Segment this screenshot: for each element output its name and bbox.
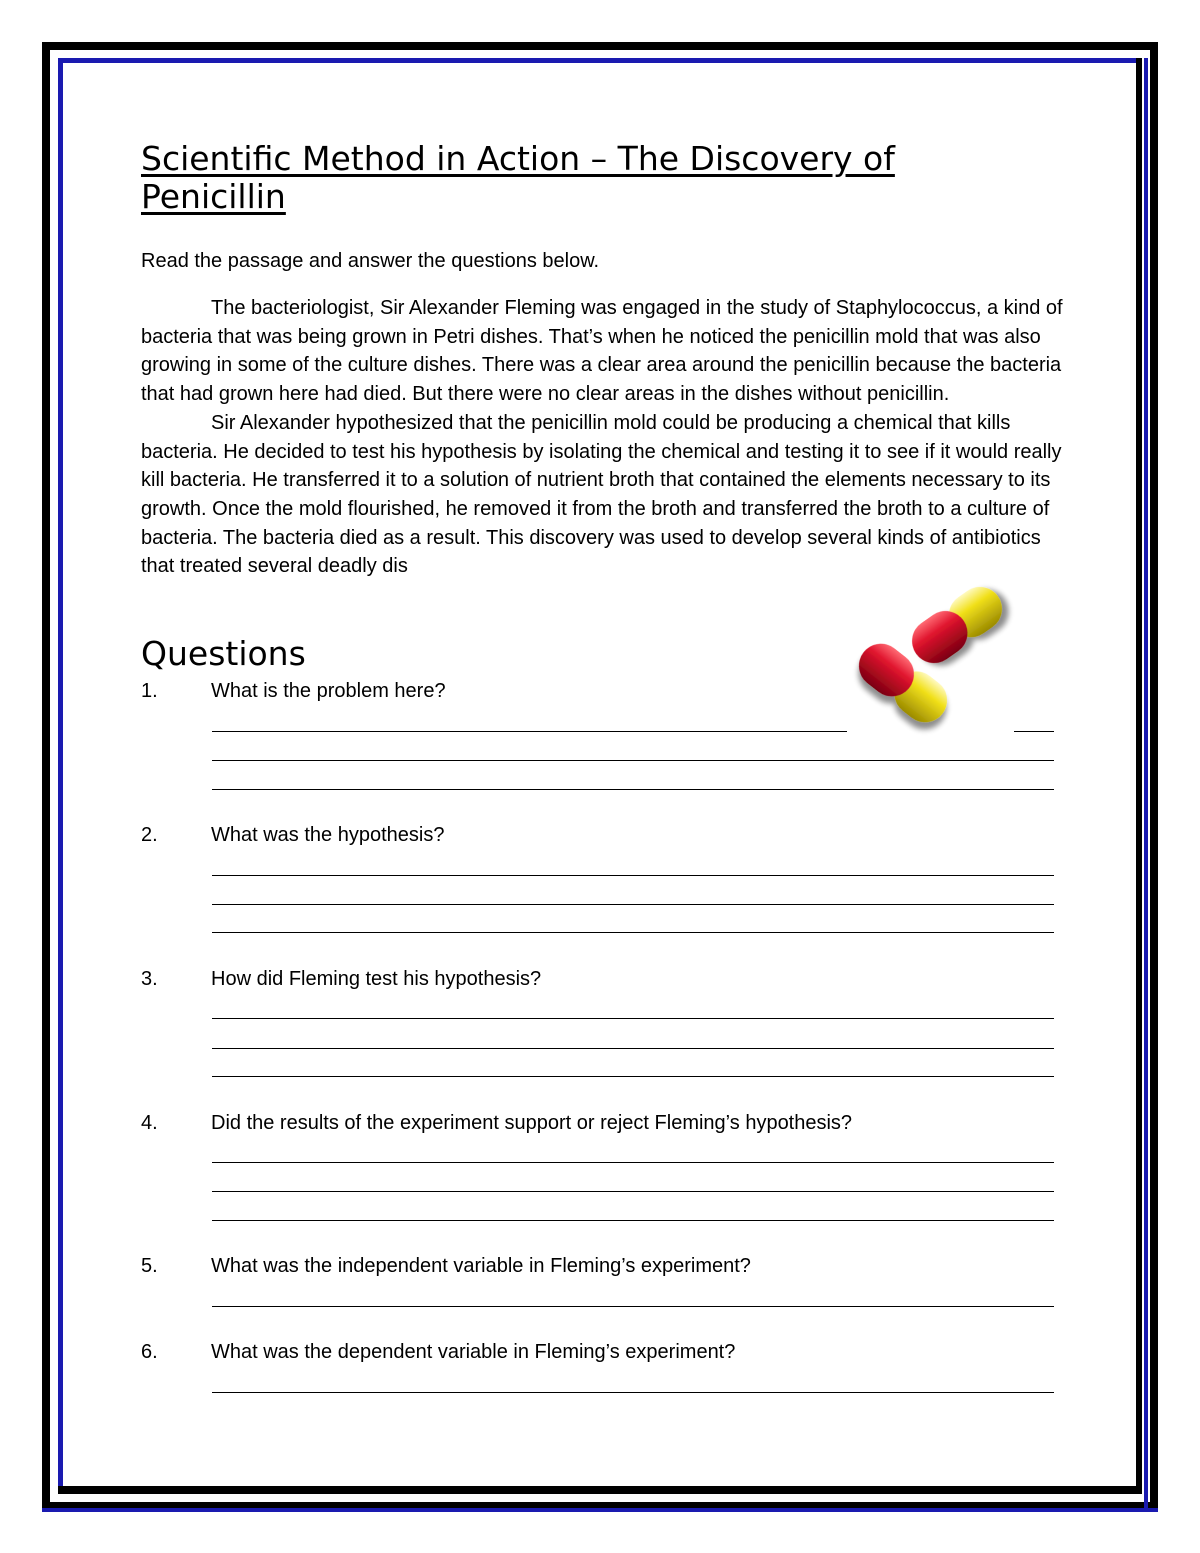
answer-line[interactable] — [212, 932, 1054, 933]
answer-line[interactable] — [212, 1191, 1054, 1192]
question-text: Did the results of the experiment support or reject Fleming’s hypothesis? — [211, 1112, 853, 1134]
question-number: 2. — [141, 824, 158, 846]
answer-line[interactable] — [212, 904, 1054, 905]
passage-paragraph: Sir Alexander hypothesized that the penicillin mold could be producing a chemical that kills bacteria. He decided to test his hypothesis by isolating the chemical and testing it to see if it would really kill bacteria. He transferred it to a solution of nutrient broth that contained the elements necessary to its growth. Once the mold flourished, he removed it from the broth and transferred the broth to a culture of bacteria. The bacteria died as a result. This discovery was used to develop several kinds of antibiotics that treated several deadly dis — [141, 411, 1062, 578]
question-text: What was the dependent variable in Fleming’s experiment? — [211, 1341, 736, 1363]
question-text: What is the problem here? — [211, 680, 446, 702]
question-number: 3. — [141, 968, 158, 990]
answer-line[interactable] — [1014, 731, 1054, 732]
answer-line[interactable] — [212, 875, 1054, 876]
answer-line[interactable] — [212, 1392, 1054, 1393]
question-number: 4. — [141, 1112, 158, 1134]
page-border-blue-right — [1144, 58, 1158, 1512]
page-border-shadow-bottom — [58, 1486, 1142, 1494]
answer-line[interactable] — [212, 1162, 1054, 1163]
question-text: What was the independent variable in Fleming’s experiment? — [211, 1255, 751, 1277]
passage-paragraph: The bacteriologist, Sir Alexander Fleming was engaged in the study of Staphylococcus, a kind of bacteria that was being grown in Petri dishes. That’s when he noticed the penicillin mold that was also growing in some of the culture dishes. There was a clear area around the penicillin because the bacteria that had grown here had died. But there were no clear areas in the dishes without penicillin. — [141, 297, 1063, 406]
capsule-pills-icon — [845, 580, 1020, 740]
page-border-shadow-right — [1136, 58, 1142, 1494]
question-text: What was the hypothesis? — [211, 824, 445, 846]
answer-line[interactable] — [212, 760, 1054, 761]
page-border-blue-bottom — [42, 1500, 1158, 1512]
answer-line[interactable] — [212, 1306, 1054, 1307]
question-number: 5. — [141, 1255, 158, 1277]
answer-line[interactable] — [212, 1220, 1054, 1221]
answer-line[interactable] — [212, 1076, 1054, 1077]
questions-heading: Questions — [141, 634, 306, 673]
answer-line[interactable] — [212, 1018, 1054, 1019]
passage — [141, 294, 1066, 581]
instructions: Read the passage and answer the questions below. — [141, 250, 600, 272]
answer-line[interactable] — [212, 789, 1054, 790]
question-number: 1. — [141, 680, 158, 702]
page-title: Scientific Method in Action – The Discovery of Penicillin — [141, 139, 895, 216]
question-text: How did Fleming test his hypothesis? — [211, 968, 542, 990]
answer-line[interactable] — [212, 1048, 1054, 1049]
question-number: 6. — [141, 1341, 158, 1363]
answer-line[interactable] — [212, 731, 847, 732]
